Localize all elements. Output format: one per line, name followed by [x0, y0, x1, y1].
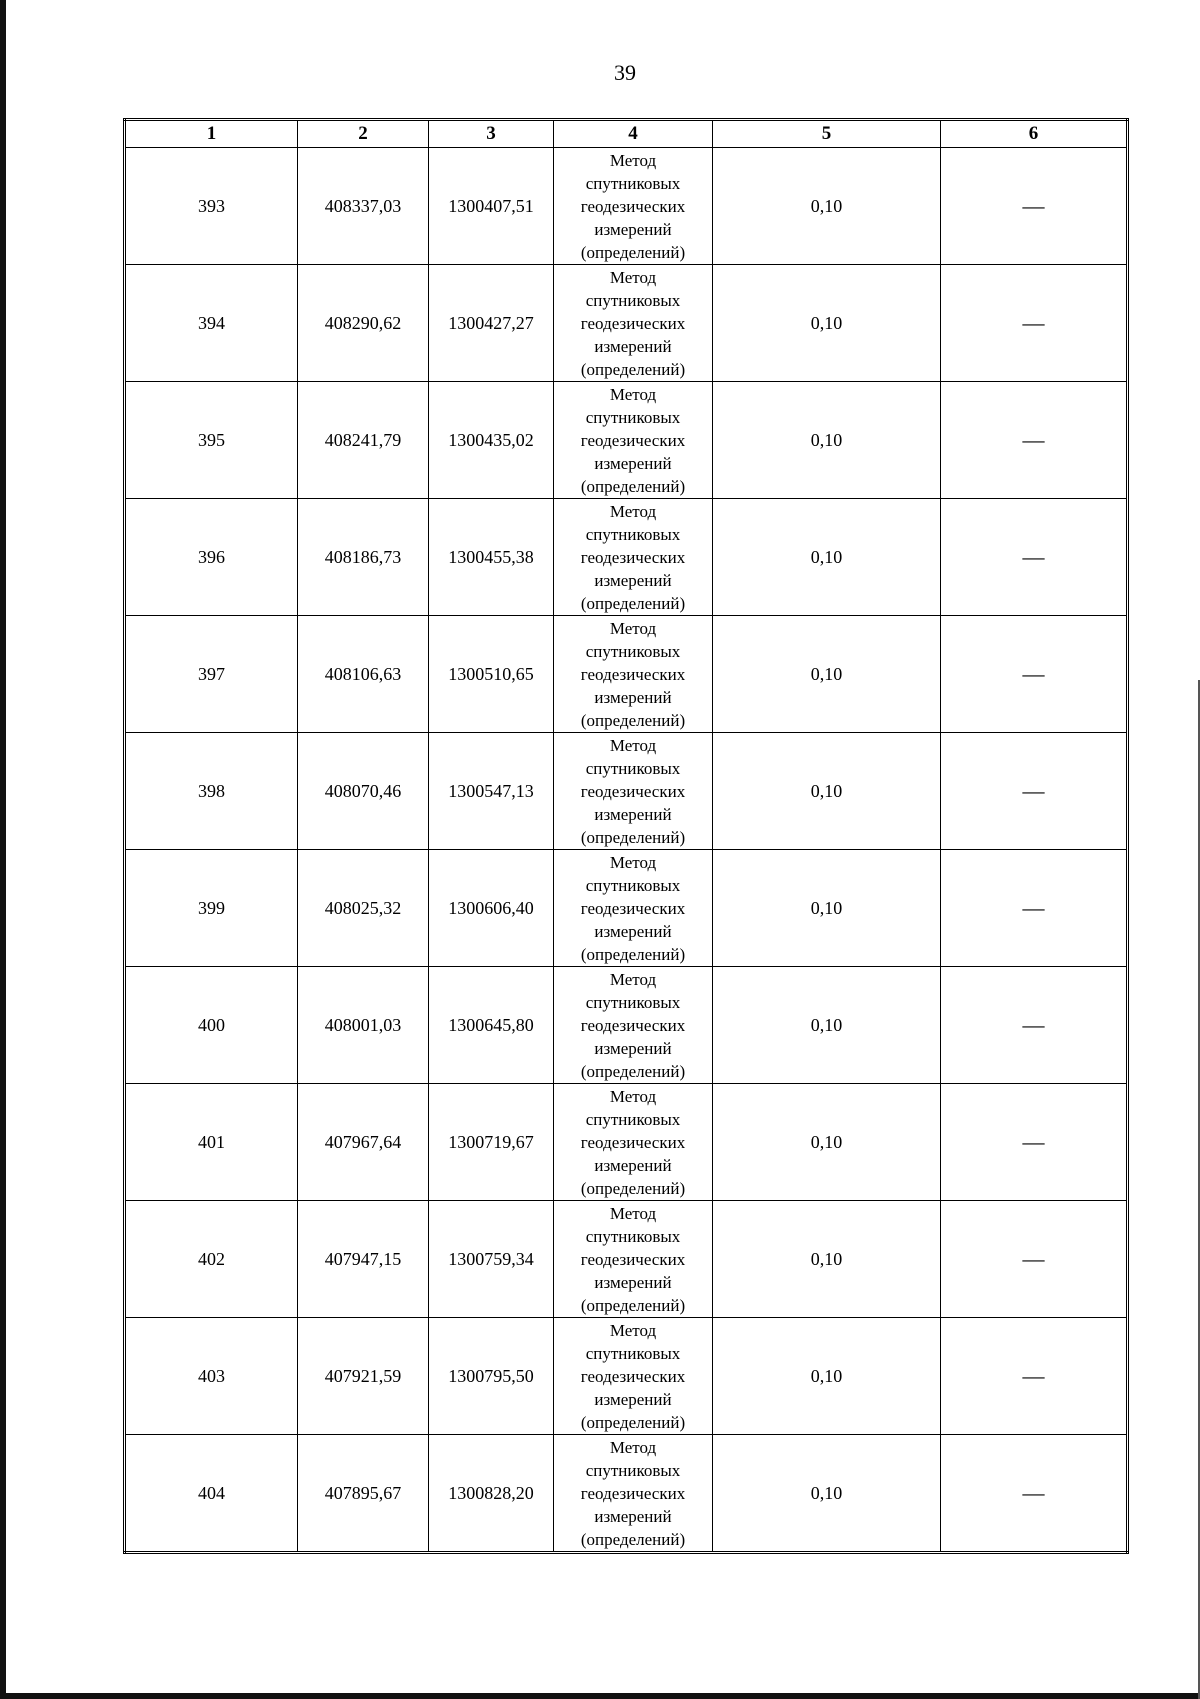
method-line: Метод	[609, 852, 657, 872]
y-coordinate-cell: 1300435,02	[429, 382, 554, 499]
method-line: спутниковых	[585, 1460, 681, 1480]
table-row	[125, 1435, 1128, 1553]
method-cell	[554, 850, 713, 967]
scan-edge-left	[0, 0, 6, 1699]
accuracy-cell: 0,10	[713, 1201, 941, 1318]
point-number-cell: 402	[125, 1201, 298, 1318]
method-line: (определений)	[580, 242, 686, 262]
method-cell	[554, 1318, 713, 1435]
accuracy-cell: 0,10	[713, 499, 941, 616]
y-coordinate-cell: 1300645,80	[429, 967, 554, 1084]
method-line: (определений)	[580, 1412, 686, 1432]
method-line: Метод	[609, 267, 657, 287]
method-line: спутниковых	[585, 758, 681, 778]
table-row	[125, 148, 1128, 265]
x-coordinate-cell: 408106,63	[298, 616, 429, 733]
y-coordinate-cell: 1300455,38	[429, 499, 554, 616]
column-header: 4	[554, 120, 713, 148]
y-coordinate-cell: 1300547,13	[429, 733, 554, 850]
method-cell	[554, 1201, 713, 1318]
method-line: Метод	[609, 384, 657, 404]
table-row	[125, 733, 1128, 850]
x-coordinate-cell: 408337,03	[298, 148, 429, 265]
method-line: спутниковых	[585, 1109, 681, 1129]
y-coordinate-cell: 1300407,51	[429, 148, 554, 265]
method-line: измерений	[594, 921, 672, 941]
method-line: Метод	[609, 969, 657, 989]
method-line: Метод	[609, 501, 657, 521]
point-number-cell: 393	[125, 148, 298, 265]
table-row	[125, 967, 1128, 1084]
page-number: 39	[614, 60, 636, 85]
method-line: измерений	[594, 687, 672, 707]
y-coordinate-cell: 1300510,65	[429, 616, 554, 733]
method-line: (определений)	[580, 827, 686, 847]
method-line: (определений)	[580, 1061, 686, 1081]
method-line: (определений)	[580, 1529, 686, 1549]
table-row	[125, 499, 1128, 616]
accuracy-cell: 0,10	[713, 967, 941, 1084]
coordinates-table	[123, 118, 1129, 1554]
point-number-cell: 401	[125, 1084, 298, 1201]
method-line: геодезических	[580, 781, 686, 801]
method-cell	[554, 265, 713, 382]
method-cell	[554, 499, 713, 616]
point-number-cell: 396	[125, 499, 298, 616]
accuracy-cell: 0,10	[713, 1084, 941, 1201]
accuracy-cell: 0,10	[713, 850, 941, 967]
method-line: геодезических	[580, 898, 686, 918]
method-line: Метод	[609, 1320, 657, 1340]
method-line: геодезических	[580, 1483, 686, 1503]
method-line: (определений)	[580, 476, 686, 496]
column-header: 3	[429, 120, 554, 148]
table-row	[125, 616, 1128, 733]
table-row	[125, 382, 1128, 499]
description-cell: —	[941, 616, 1128, 733]
table-body	[125, 148, 1128, 1553]
method-line: геодезических	[580, 430, 686, 450]
method-line: (определений)	[580, 593, 686, 613]
description-cell: —	[941, 1084, 1128, 1201]
method-line: геодезических	[580, 547, 686, 567]
table-row	[125, 265, 1128, 382]
method-line: геодезических	[580, 196, 686, 216]
description-cell: —	[941, 148, 1128, 265]
column-header: 6	[941, 120, 1128, 148]
method-line: измерений	[594, 1389, 672, 1409]
method-line: измерений	[594, 1272, 672, 1292]
y-coordinate-cell: 1300606,40	[429, 850, 554, 967]
description-cell: —	[941, 967, 1128, 1084]
method-cell	[554, 733, 713, 850]
accuracy-cell: 0,10	[713, 265, 941, 382]
x-coordinate-cell: 408241,79	[298, 382, 429, 499]
method-line: спутниковых	[585, 1343, 681, 1363]
method-cell	[554, 967, 713, 1084]
point-number-cell: 398	[125, 733, 298, 850]
description-cell: —	[941, 265, 1128, 382]
description-cell: —	[941, 1318, 1128, 1435]
accuracy-cell: 0,10	[713, 148, 941, 265]
point-number-cell: 394	[125, 265, 298, 382]
x-coordinate-cell: 408290,62	[298, 265, 429, 382]
method-line: геодезических	[580, 664, 686, 684]
method-line: геодезических	[580, 1015, 686, 1035]
method-line: спутниковых	[585, 875, 681, 895]
method-line: Метод	[609, 1086, 657, 1106]
x-coordinate-cell: 408001,03	[298, 967, 429, 1084]
method-line: (определений)	[580, 1178, 686, 1198]
description-cell: —	[941, 1435, 1128, 1553]
scan-edge-bottom	[0, 1693, 1200, 1699]
column-header: 2	[298, 120, 429, 148]
method-line: спутниковых	[585, 524, 681, 544]
table-row	[125, 1201, 1128, 1318]
method-line: геодезических	[580, 1132, 686, 1152]
accuracy-cell: 0,10	[713, 1318, 941, 1435]
x-coordinate-cell: 407947,15	[298, 1201, 429, 1318]
y-coordinate-cell: 1300759,34	[429, 1201, 554, 1318]
method-line: измерений	[594, 336, 672, 356]
table-row	[125, 1318, 1128, 1435]
description-cell: —	[941, 1201, 1128, 1318]
method-line: спутниковых	[585, 1226, 681, 1246]
method-line: измерений	[594, 453, 672, 473]
point-number-cell: 403	[125, 1318, 298, 1435]
method-line: измерений	[594, 1038, 672, 1058]
table-header-row	[125, 120, 1128, 148]
method-line: спутниковых	[585, 290, 681, 310]
point-number-cell: 400	[125, 967, 298, 1084]
method-line: спутниковых	[585, 641, 681, 661]
method-line: (определений)	[580, 1295, 686, 1315]
method-line: Метод	[609, 1437, 657, 1457]
method-cell	[554, 1084, 713, 1201]
method-line: Метод	[609, 150, 657, 170]
y-coordinate-cell: 1300427,27	[429, 265, 554, 382]
table-row	[125, 1084, 1128, 1201]
y-coordinate-cell: 1300719,67	[429, 1084, 554, 1201]
method-line: Метод	[609, 618, 657, 638]
point-number-cell: 399	[125, 850, 298, 967]
method-line: Метод	[609, 1203, 657, 1223]
method-cell	[554, 148, 713, 265]
x-coordinate-cell: 407895,67	[298, 1435, 429, 1553]
accuracy-cell: 0,10	[713, 733, 941, 850]
x-coordinate-cell: 408186,73	[298, 499, 429, 616]
method-line: спутниковых	[585, 992, 681, 1012]
method-cell	[554, 1435, 713, 1553]
accuracy-cell: 0,10	[713, 382, 941, 499]
method-line: (определений)	[580, 710, 686, 730]
method-cell	[554, 382, 713, 499]
y-coordinate-cell: 1300795,50	[429, 1318, 554, 1435]
x-coordinate-cell: 408070,46	[298, 733, 429, 850]
x-coordinate-cell: 408025,32	[298, 850, 429, 967]
method-line: (определений)	[580, 944, 686, 964]
method-cell	[554, 616, 713, 733]
column-header: 5	[713, 120, 941, 148]
accuracy-cell: 0,10	[713, 1435, 941, 1553]
y-coordinate-cell: 1300828,20	[429, 1435, 554, 1553]
method-line: измерений	[594, 1155, 672, 1175]
method-line: измерений	[594, 219, 672, 239]
method-line: геодезических	[580, 1366, 686, 1386]
method-line: измерений	[594, 1506, 672, 1526]
method-line: геодезических	[580, 313, 686, 333]
method-line: Метод	[609, 735, 657, 755]
method-line: спутниковых	[585, 407, 681, 427]
x-coordinate-cell: 407967,64	[298, 1084, 429, 1201]
method-line: (определений)	[580, 359, 686, 379]
x-coordinate-cell: 407921,59	[298, 1318, 429, 1435]
method-line: геодезических	[580, 1249, 686, 1269]
method-line: измерений	[594, 570, 672, 590]
point-number-cell: 395	[125, 382, 298, 499]
accuracy-cell: 0,10	[713, 616, 941, 733]
description-cell: —	[941, 382, 1128, 499]
description-cell: —	[941, 733, 1128, 850]
point-number-cell: 397	[125, 616, 298, 733]
description-cell: —	[941, 499, 1128, 616]
table-row	[125, 850, 1128, 967]
method-line: спутниковых	[585, 173, 681, 193]
column-header: 1	[125, 120, 298, 148]
method-line: измерений	[594, 804, 672, 824]
point-number-cell: 404	[125, 1435, 298, 1553]
description-cell: —	[941, 850, 1128, 967]
